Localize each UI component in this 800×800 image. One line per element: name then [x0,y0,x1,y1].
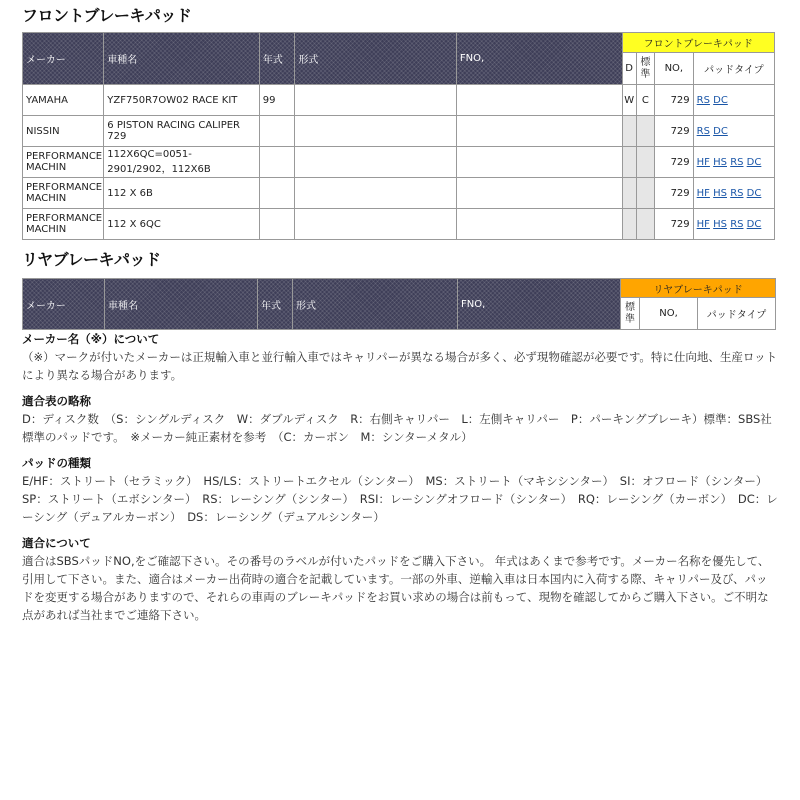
cell-padtype [693,116,774,147]
cell-standard: C [636,85,654,116]
cell-standard [636,209,654,240]
cell-fno [456,147,622,178]
front-pad-table [22,32,775,240]
cell-fno [456,209,622,240]
cell-d: W [622,85,636,116]
cell-maker: NISSIN [23,116,104,147]
rear-header-type: 形式 [293,279,458,330]
rear-header-padtype: パッドタイプ [698,298,776,330]
pad-link[interactable]: HF [696,187,710,199]
cell-padtype [693,178,774,209]
pad-link[interactable]: DC [713,125,728,137]
pad-link[interactable]: RS [696,125,710,137]
rear-header-model: 車種名 [105,279,258,330]
rear-header-maker: メーカー [23,279,105,330]
pad-link[interactable]: DC [746,187,762,199]
cell-d [622,178,636,209]
cell-type [295,147,457,178]
pad-link[interactable]: HS [713,187,727,199]
pad-link[interactable]: HF [696,218,710,230]
cell-maker: YAMAHA [23,85,104,116]
header-standard: 標準 [636,53,654,85]
table-row [23,85,775,116]
rear-header-year: 年式 [258,279,293,330]
note-title: 適合表の略称 [22,394,91,408]
note-text: 適合はSBSパッドNO,をご確認下さい。その番号のラベルが付いたパッドをご購入下さい。 年式はあくまで参考です。メーカー名称を優先して、引用して下さい。また、適合はメーカー出荷時の適合を記載しています。一部の外車、逆輸入車は日本国内に入荷する際、キャリパー及び、パッドを変更する場合がありますので、それらの車両のブレーキパッドをお買い求めの場合は前もって、現物を確認してからご購入下さい。ご不明な点があれば当社までご連絡下さい。 [22,554,770,622]
cell-standard [636,147,654,178]
page-content [22,0,778,330]
cell-maker: PERFORMANCE MACHIN [23,178,104,209]
cell-type [295,178,457,209]
pad-link[interactable]: RS [730,187,744,199]
table-row [23,147,775,178]
cell-year [259,147,295,178]
pad-link[interactable]: DC [746,218,762,230]
cell-padtype [693,85,774,116]
cell-model: 112 X 6QC [104,209,259,240]
cell-d [622,209,636,240]
header-year: 年式 [259,33,295,85]
table-row [23,178,775,209]
header-maker: メーカー [23,33,104,85]
rear-header-standard: 標準 [621,298,640,330]
rear-header-no: NO, [640,298,698,330]
table-row [23,209,775,240]
header-rear-pad-group: リヤブレーキパッド [621,279,776,298]
cell-padtype [693,209,774,240]
cell-model: 6 PISTON RACING CALIPER 729 [104,116,259,147]
cell-year [259,209,295,240]
cell-no: 729 [655,147,694,178]
cell-no: 729 [655,178,694,209]
cell-fno [456,178,622,209]
cell-no: 729 [655,209,694,240]
cell-fno [456,85,622,116]
cell-fno [456,116,622,147]
front-section-title: フロントブレーキパッド [22,6,192,25]
header-type: 形式 [295,33,457,85]
cell-no: 729 [655,85,694,116]
header-fno: FNO, [456,33,622,85]
header-model: 車種名 [104,33,259,85]
pad-link[interactable]: DC [746,156,762,168]
cell-year [259,116,295,147]
header-d: D [622,53,636,85]
pad-link[interactable]: RS [730,156,744,168]
cell-model: 112X6QC=0051-2901/2902，112X6B [104,147,259,178]
header-no: NO, [655,53,694,85]
note-text: E/HF：ストリート（セラミック） HS/LS：ストリートエクセル（シンター） MS：ストリート（マキシシンター） SI：オフロード（シンター） SP：ストリート（エボシンター） RS：レーシング（シンター） RSI：レーシングオフロード（シンター） RQ：レーシング（カーボン） DC：レーシング（デュアルカーボン） DS：レーシング（デュアルシンター） [22,474,778,524]
pad-link[interactable]: RS [730,218,744,230]
cell-no: 729 [655,116,694,147]
cell-model: 112 X 6B [104,178,259,209]
cell-padtype [693,147,774,178]
notes-section [22,330,778,632]
pad-link[interactable]: DC [713,94,728,106]
cell-maker: PERFORMANCE MACHIN [23,209,104,240]
cell-year [259,178,295,209]
note-text: （※）マークが付いたメーカーは正規輸入車と並行輸入車ではキャリパーが異なる場合が多く、必ず現物確認が必要です。特に仕向地、生産ロットにより異なる場合があります。 [22,350,778,382]
cell-type [295,116,457,147]
cell-type [295,209,457,240]
note-title: パッドの種類 [22,456,91,470]
cell-d [622,147,636,178]
table-row [23,116,775,147]
rear-pad-table [22,278,776,330]
cell-standard [636,178,654,209]
cell-maker: PERFORMANCE MACHIN [23,147,104,178]
cell-model: YZF750R7OW02 RACE KIT [104,85,259,116]
note-text: D：ディスク数 （S：シングルディスク W：ダブルディスク R：右側キャリパー L：左側キャリパー P：パーキングブレーキ）標準：SBS社標準のパッドです。 ※メーカー純正素材を参考 （C：カーボン M：シンターメタル） [22,412,772,444]
pad-link[interactable]: HS [713,218,727,230]
rear-section-title: リヤブレーキパッド [22,250,161,269]
pad-link[interactable]: HS [713,156,727,168]
cell-type [295,85,457,116]
pad-link[interactable]: HF [696,156,710,168]
header-padtype: パッドタイプ [693,53,774,85]
note-title: メーカー名（※）について [22,332,160,346]
rear-header-fno: FNO, [458,279,621,330]
cell-standard [636,116,654,147]
note-title: 適合について [22,536,91,550]
header-front-pad-group: フロントブレーキパッド [622,33,774,53]
cell-year: 99 [259,85,295,116]
pad-link[interactable]: RS [696,94,710,106]
cell-d [622,116,636,147]
